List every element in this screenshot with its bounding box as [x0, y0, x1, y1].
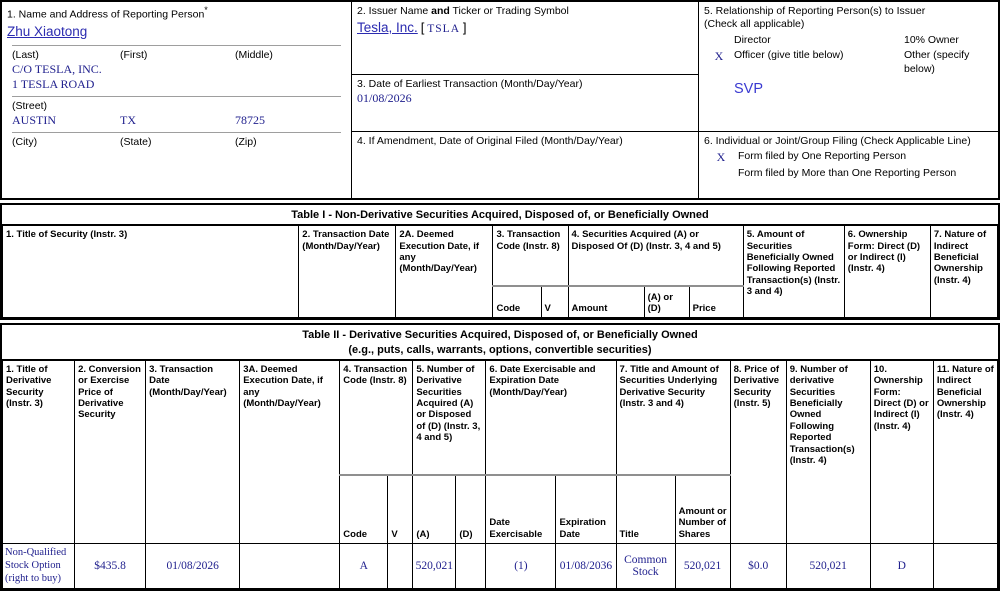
reporting-person-asterisk: *	[204, 5, 208, 15]
officer-title-value: SVP	[734, 80, 764, 97]
cell-expiration-date: 01/08/2036	[556, 543, 616, 588]
t2-col-number-owned-following: 9. Number of derivative Securities Beneficially Owned Following Reported Transaction(s) (Instr. 4)	[786, 360, 870, 543]
divider	[12, 45, 341, 46]
issuer-label	[357, 5, 693, 18]
table2-title	[2, 325, 998, 360]
filing-type-box	[698, 132, 998, 198]
name-labels-row	[7, 49, 346, 62]
cell-owned-following: 520,021	[786, 543, 870, 588]
amendment-label: 4. If Amendment, Date of Original Filed (Month/Day/Year)	[357, 135, 623, 147]
t1-col-ownership-form: 6. Ownership Form: Direct (D) or Indirect (I) (Instr. 4)	[844, 226, 930, 318]
t2-subcol-amount-or-shares: Amount or Number of Shares	[675, 475, 730, 543]
relationship-box	[698, 2, 998, 132]
t1-col-transaction-code: 3. Transaction Code (Instr. 8)	[493, 226, 568, 286]
issuer-name-link[interactable]: Tesla, Inc.	[357, 20, 418, 36]
reporting-person-box	[2, 2, 352, 198]
address-line-2: 1 TESLA ROAD	[12, 76, 95, 91]
issuer-box	[352, 2, 698, 75]
ten-percent-label: 10% Owner	[904, 34, 959, 47]
zip-value: 78725	[235, 112, 265, 127]
t2-col-indirect-ownership-nature: 11. Nature of Indirect Beneficial Ownership (Instr. 4)	[933, 360, 997, 543]
divider	[12, 132, 341, 133]
t2-subcol-code: Code	[340, 475, 388, 543]
director-checkbox[interactable]	[704, 34, 734, 47]
filing-type-options	[704, 150, 993, 180]
t2-col-underlying-securities: 7. Title and Amount of Securities Underlying Derivative Security (Instr. 3 and 4)	[616, 360, 730, 475]
cell-deemed-execution	[240, 543, 340, 588]
t2-col-transaction-code: 4. Transaction Code (Instr. 8)	[340, 360, 413, 475]
table2-title-line1: Table II - Derivative Securities Acquired, Disposed of, or Beneficially Owned	[302, 329, 698, 342]
street-label: (Street)	[12, 99, 48, 112]
cell-derivative-title: Non-Qualified Stock Option (right to buy)	[3, 543, 75, 588]
relationship-label-line2: (Check all applicable)	[704, 18, 805, 31]
city-value: AUSTIN	[12, 112, 56, 127]
zip-label: (Zip)	[235, 135, 257, 148]
t1-subcol-price: Price	[689, 286, 743, 318]
cell-derivative-price: $0.0	[730, 543, 786, 588]
t2-subcol-v: V	[388, 475, 413, 543]
t2-col-transaction-date: 3. Transaction Date (Month/Day/Year)	[146, 360, 240, 543]
t1-subcol-code: Code	[493, 286, 541, 318]
filing-type-label: 6. Individual or Joint/Group Filing (Check Applicable Line)	[704, 135, 971, 147]
t2-subcol-expiration-date: Expiration Date	[556, 475, 616, 543]
first-label: (First)	[120, 48, 148, 61]
cell-conversion-price: $435.8	[75, 543, 146, 588]
t2-col-date-exercisable-expiration: 6. Date Exercisable and Expiration Date (Month/Day/Year)	[486, 360, 616, 475]
t2-subcol-d: (D)	[456, 475, 486, 543]
cell-underlying-amount: 520,021	[675, 543, 730, 588]
ticker-bracket-open: [	[420, 20, 425, 36]
ten-percent-checkbox[interactable]	[876, 34, 904, 47]
group-label: Form filed by More than One Reporting Person	[738, 167, 957, 180]
t2-col-title-of-derivative-security: 1. Title of Derivative Security (Instr. 3)	[3, 360, 75, 543]
cell-disposed	[456, 543, 486, 588]
city-state-zip-values	[7, 113, 346, 128]
table2-section	[0, 323, 1000, 591]
issuer-label-post: Ticker or Trading Symbol	[449, 5, 569, 17]
reporting-person-label-text: 1. Name and Address of Reporting Person	[7, 8, 205, 21]
one-person-checkbox[interactable]: X	[716, 150, 726, 165]
city-label: (City)	[12, 135, 38, 148]
state-label: (State)	[120, 135, 152, 148]
group-checkbox[interactable]	[704, 167, 738, 180]
address-line-1: C/O TESLA, INC.	[12, 61, 102, 76]
ticker-bracket-close: ]	[462, 20, 467, 36]
ticker-symbol: TSLA	[427, 23, 460, 36]
relationship-label-line1: 5. Relationship of Reporting Person(s) to Issuer	[704, 5, 926, 17]
cell-transaction-date: 01/08/2026	[146, 543, 240, 588]
table-row	[3, 543, 998, 588]
cell-ownership-form: D	[870, 543, 933, 588]
cell-acquired: 520,021	[413, 543, 456, 588]
table2	[2, 360, 998, 589]
t1-col-title-of-security: 1. Title of Security (Instr. 3)	[3, 226, 299, 318]
other-checkbox[interactable]	[876, 49, 904, 75]
cell-v	[388, 543, 413, 588]
cell-indirect-nature	[933, 543, 997, 588]
cell-underlying-title: Common Stock	[616, 543, 675, 588]
relationship-checkboxes	[704, 34, 993, 75]
t2-col-ownership-form: 10. Ownership Form: Direct (D) or Indirect (I) (Instr. 4)	[870, 360, 933, 543]
city-state-zip-labels	[7, 136, 346, 149]
officer-checkbox[interactable]: X	[714, 49, 724, 64]
t2-col-conversion-exercise-price: 2. Conversion or Exercise Price of Derivative Security	[75, 360, 146, 543]
reporting-person-name-link[interactable]: Zhu Xiaotong	[7, 23, 88, 39]
divider	[12, 96, 341, 97]
table2-title-line2: (e.g., puts, calls, warrants, options, convertible securities)	[348, 343, 652, 356]
director-label: Director	[734, 34, 771, 47]
t2-subcol-a: (A)	[413, 475, 456, 543]
issuer-label-pre: 2. Issuer Name	[357, 5, 432, 17]
reporting-person-label	[7, 5, 346, 22]
earliest-transaction-box	[352, 75, 698, 132]
one-person-label: Form filed by One Reporting Person	[738, 150, 907, 163]
t1-col-deemed-execution-date: 2A. Deemed Execution Date, if any (Month/Day/Year)	[396, 226, 493, 318]
earliest-transaction-date: 01/08/2026	[357, 91, 412, 106]
t2-col-deemed-execution-date: 3A. Deemed Execution Date, if any (Month/Day/Year)	[240, 360, 340, 543]
t1-col-transaction-date: 2. Transaction Date (Month/Day/Year)	[299, 226, 396, 318]
state-value: TX	[120, 112, 136, 127]
t2-subcol-date-exercisable: Date Exercisable	[486, 475, 556, 543]
last-label: (Last)	[12, 48, 39, 61]
cell-date-exercisable: (1)	[486, 543, 556, 588]
table1-title: Table I - Non-Derivative Securities Acquired, Disposed of, or Beneficially Owned	[2, 205, 998, 225]
earliest-transaction-label: 3. Date of Earliest Transaction (Month/Day/Year)	[357, 78, 583, 90]
t1-col-amount-owned-following: 5. Amount of Securities Beneficially Owned Following Reported Transaction(s) (Instr. 3 and 4)	[743, 226, 844, 318]
t2-col-price-of-derivative: 8. Price of Derivative Security (Instr. 5)	[730, 360, 786, 543]
table1-section	[0, 203, 1000, 320]
middle-label: (Middle)	[235, 48, 273, 61]
t2-subcol-title: Title	[616, 475, 675, 543]
t2-col-number-acquired-disposed: 5. Number of Derivative Securities Acquired (A) or Disposed of (D) (Instr. 3, 4 and 5)	[413, 360, 486, 475]
t1-subcol-a-or-d: (A) or (D)	[644, 286, 689, 318]
table1	[2, 225, 998, 318]
t1-subcol-amount: Amount	[568, 286, 644, 318]
amendment-box	[352, 132, 698, 198]
issuer-label-bold: and	[431, 5, 450, 17]
t1-col-indirect-ownership-nature: 7. Nature of Indirect Beneficial Ownership (Instr. 4)	[930, 226, 997, 318]
t1-col-securities-acquired-disposed: 4. Securities Acquired (A) or Disposed Of (D) (Instr. 3, 4 and 5)	[568, 226, 743, 286]
officer-label: Officer (give title below)	[734, 49, 844, 62]
other-label: Other (specify below)	[904, 49, 970, 75]
cell-code: A	[340, 543, 388, 588]
top-info-section	[0, 0, 1000, 200]
t1-subcol-v: V	[541, 286, 568, 318]
